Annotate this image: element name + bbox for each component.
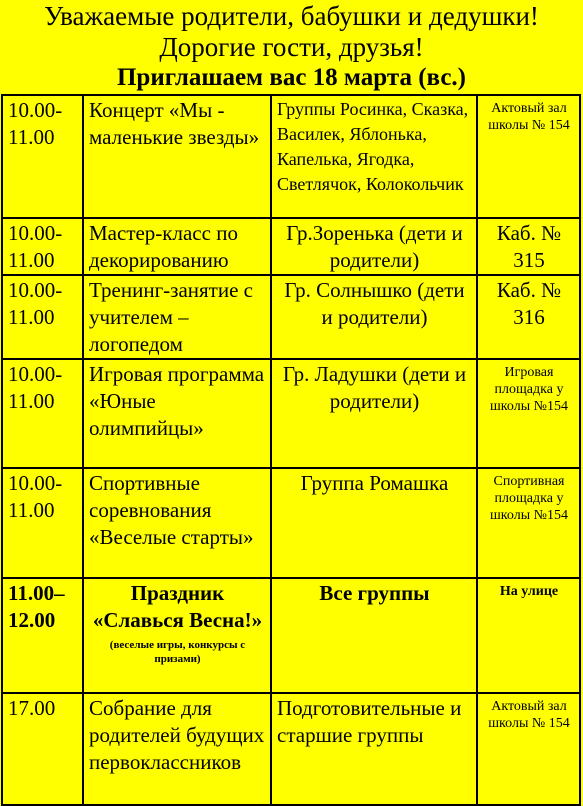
row-event: Игровая программа «Юные олимпийцы» bbox=[83, 359, 271, 468]
table-row bbox=[2, 218, 580, 275]
row-place: Актовый зал школы № 154 bbox=[477, 95, 580, 218]
greeting-line-2: Дорогие гости, друзья! bbox=[159, 32, 424, 62]
row-groups: Группа Ромашка bbox=[271, 468, 477, 578]
row-event: Спортивные соревнования «Веселые старты» bbox=[83, 468, 271, 578]
table-row bbox=[2, 275, 580, 359]
row-place: Каб. № 316 bbox=[477, 275, 580, 359]
row-place: Каб. № 315 bbox=[477, 218, 580, 275]
table-row bbox=[2, 693, 580, 805]
row-time: 10.00-11.00 bbox=[2, 275, 83, 359]
row-time: 11.00–12.00 bbox=[2, 578, 83, 693]
row-event: Концерт «Мы - маленькие звезды» bbox=[83, 95, 271, 218]
schedule-table bbox=[1, 94, 581, 806]
row-event-note: (веселые игры, конкурсы с призами) bbox=[109, 639, 246, 665]
row-groups: Гр.Зоренька (дети и родители) bbox=[271, 218, 477, 275]
greeting-line-1: Уважаемые родители, бабушки и дедушки! bbox=[44, 1, 539, 31]
invitation-date-line: Приглашаем вас 18 марта (вс.) bbox=[116, 64, 466, 91]
table-row bbox=[2, 95, 580, 218]
row-groups: Подготовительные и старшие группы bbox=[271, 693, 477, 805]
table-row bbox=[2, 359, 580, 468]
row-event: Праздник «Славься Весна!» bbox=[92, 581, 263, 632]
row-groups: Гр. Солнышко (дети и родители) bbox=[271, 275, 477, 359]
row-event-cell bbox=[83, 578, 271, 693]
table-row bbox=[2, 468, 580, 578]
row-groups: Группы Росинка, Сказка, Василек, Яблонька, Капелька, Ягодка, Светлячок, Колокольчик bbox=[271, 95, 477, 218]
invitation-header bbox=[0, 0, 583, 94]
row-place: На улице bbox=[477, 578, 580, 693]
row-groups: Гр. Ладушки (дети и родители) bbox=[271, 359, 477, 468]
table-row bbox=[2, 578, 580, 693]
row-event: Тренинг-занятие с учителем – логопедом bbox=[83, 275, 271, 359]
row-time: 10.00-11.00 bbox=[2, 359, 83, 468]
row-time: 10.00-11.00 bbox=[2, 468, 83, 578]
row-groups: Все группы bbox=[271, 578, 477, 693]
row-place: Игровая площадка у школы №154 bbox=[477, 359, 580, 468]
row-time: 17.00 bbox=[2, 693, 83, 805]
row-time: 10.00-11.00 bbox=[2, 218, 83, 275]
row-event: Мастер-класс по декорированию bbox=[83, 218, 271, 275]
row-time: 10.00-11.00 bbox=[2, 95, 83, 218]
row-event: Собрание для родителей будущих первоклассников bbox=[83, 693, 271, 805]
row-place: Спортивная площадка у школы №154 bbox=[477, 468, 580, 578]
row-place: Актовый зал школы № 154 bbox=[477, 693, 580, 805]
